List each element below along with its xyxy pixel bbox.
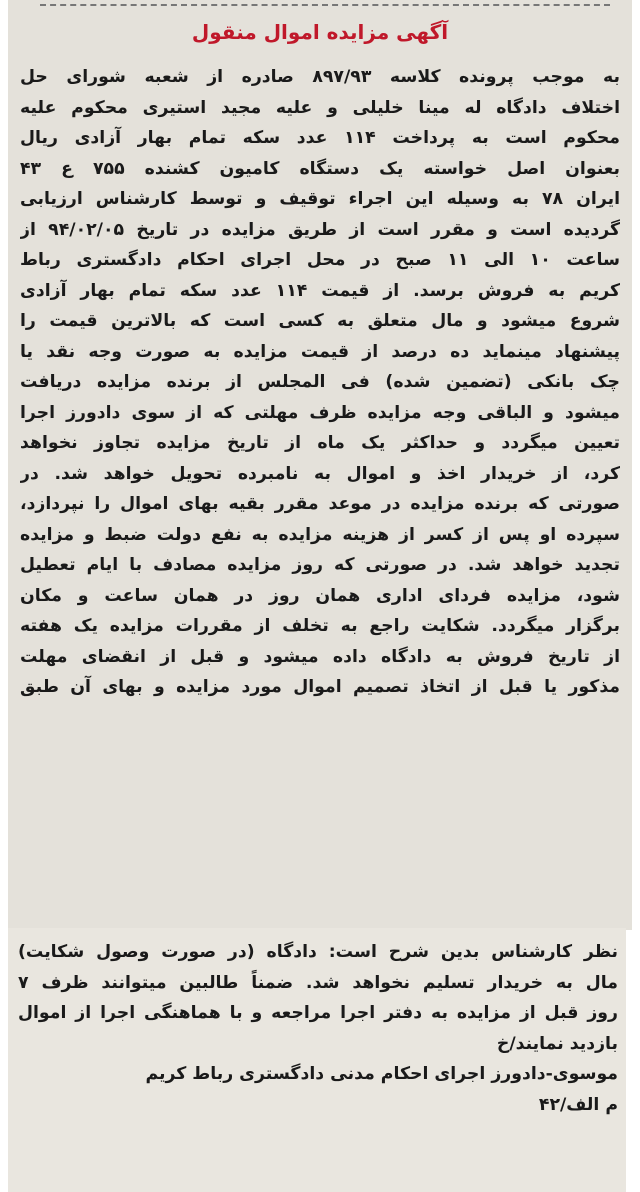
notice-line: اختلاف دادگاه له مینا خلیلی و علیه مجید استیری محکوم علیه [20,97,620,118]
notice-line: شروع میشود و مال متعلق به کسی است که بالاترین قیمت را [20,311,620,331]
notice-line: مال به خریدار تسلیم نخواهد شد. ضمناً طالبین میتوانند ظرف ۷ [18,972,618,993]
notice-line: به موجب پرونده کلاسه ۸۹۷/۹۳ صادره از شعبه شورای حل [20,67,620,87]
notice-title: آگهی مزایده اموال منقول [191,20,449,44]
notice-line: بعنوان اصل خواسته یک دستگاه کامیون کشنده ۷۵۵ ع ۴۳ [20,158,620,179]
notice-line: صورتی که برنده مزایده در موعد مقرر بقیه بهای اموال را نپردازد، [20,494,620,514]
notice-line: میشود و الباقی وجه مزایده ظرف مهلتی که از سوی دادورز اجرا [20,402,620,423]
notice-line: ایران ۷۸ به وسیله این اجراء توقیف و توسط کارشناس ارزیابی [20,189,620,209]
notice-body [20,62,620,703]
notice-line: م الف/۴۲ [538,1094,618,1115]
notice-line: پیشنهاد مینماید ده درصد از قیمت مزایده به صورت وجه نقد یا [20,341,620,362]
notice-line: شود، مزایده فردای اداری همان روز در همان ساعت و مکان [20,585,620,606]
notice-line: موسوی-دادورز اجرای احکام مدنی دادگستری رباط کریم [145,1064,618,1084]
notice-line: بازدید نمایند/خ [496,1033,618,1054]
notice-line: کریم به فروش برسد. از قیمت ۱۱۴ عدد سکه تمام بهار آزادی [20,280,620,301]
notice-line: نظر کارشناس بدین شرح است: دادگاه (در صورت وصول شکایت) [18,942,618,962]
notice-line: ساعت ۱۰ الی ۱۱ صبح در محل اجرای احکام دادگستری رباط [20,250,620,270]
notice-line: تجدید خواهد شد. در صورتی که روز مزایده مصادف با ایام تعطیل [20,555,620,575]
notice-line: محکوم است به پرداخت ۱۱۴ عدد سکه تمام بهار آزادی ریال [20,128,620,148]
top-divider [40,4,610,6]
notice-line: روز قبل از مزایده به دفتر اجرا مراجعه و با هماهنگی اجرا از اموال [18,1003,618,1023]
notice-line: گردیده است و مقرر است از طریق مزایده در تاریخ ۹۴/۰۲/۰۵ از [20,219,620,240]
notice-line: سپرده او پس از کسر از هزینه مزایده به نفع دولت ضبط و مزایده [20,524,620,545]
notice-line: تعیین میگردد و حداکثر یک ماه از تاریخ مزایده تجاوز نخواهد [20,433,620,453]
notice-body-continued [18,937,618,1120]
notice-line: برگزار میگردد. شکایت راجع به تخلف از مقررات مزایده یک هفته [20,616,620,636]
notice-line: مذکور یا قبل از اتخاذ تصمیم اموال مورد مزایده و بهای آن طبق [20,677,620,697]
notice-line: از تاریخ فروش به دادگاه داده میشود و قبل از انقضای مهلت [20,646,620,667]
notice-line: چک بانکی (تضمین شده) فی المجلس از برنده مزایده دریافت [20,372,620,392]
notice-line: کرد، از خریدار اخذ و اموال به نامبرده تحویل خواهد شد. در [20,463,620,484]
